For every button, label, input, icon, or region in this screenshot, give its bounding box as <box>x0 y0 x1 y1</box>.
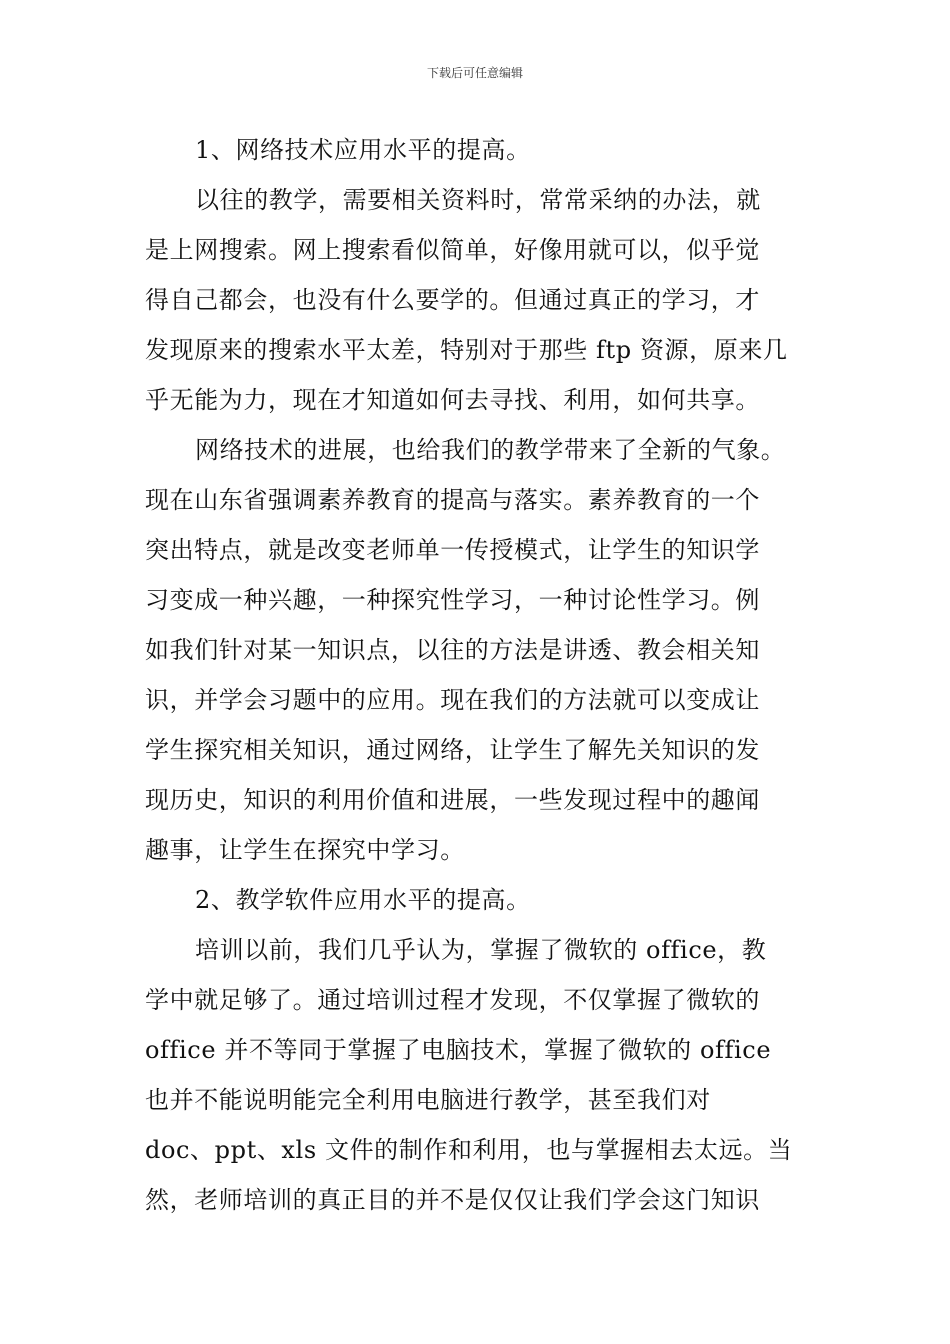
text-line: office 并不等同于掌握了电脑技术，掌握了微软的 office <box>145 1036 772 1064</box>
text-line: 发现原来的搜索水平太差，特别对于那些 ftp 资源，原来几 <box>145 336 788 364</box>
text-line: 如我们针对某一知识点，以往的方法是讲透、教会相关知 <box>145 636 760 664</box>
text-line: 也并不能说明能完全利用电脑进行教学，甚至我们对 <box>145 1086 711 1114</box>
text-line: 趣事，让学生在探究中学习。 <box>145 836 465 864</box>
paragraph-search-experience <box>145 175 809 425</box>
text-line: 突出特点，就是改变老师单一传授模式，让学生的知识学 <box>145 536 760 564</box>
text-line: 网络技术的进展，也给我们的教学带来了全新的气象。 <box>195 436 786 464</box>
text-line: 识，并学会习题中的应用。现在我们的方法就可以变成让 <box>145 686 760 714</box>
paragraph-software-training <box>145 925 809 1225</box>
text-line: 以往的教学，需要相关资料时，常常采纳的办法，就 <box>195 186 761 214</box>
text-line: doc、ppt、xls 文件的制作和利用，也与掌握相去太远。当 <box>145 1136 793 1164</box>
page-header: 下载后可任意编辑 <box>426 66 523 80</box>
text-line: 是上网搜索。网上搜索看似简单，好像用就可以，似乎觉 <box>145 236 760 264</box>
document-body <box>145 125 809 1225</box>
text-line: 现历史，知识的利用价值和进展，一些发现过程中的趣闻 <box>145 786 760 814</box>
text-line: 现在山东省强调素养教育的提高与落实。素养教育的一个 <box>145 486 760 514</box>
section-heading-2 <box>145 875 809 925</box>
text-line: 1、网络技术应用水平的提高。 <box>195 136 531 164</box>
text-line: 学生探究相关知识，通过网络，让学生了解先关知识的发 <box>145 736 760 764</box>
text-line: 2、教学软件应用水平的提高。 <box>195 886 531 914</box>
paragraph-network-progress <box>145 425 809 875</box>
text-line: 培训以前，我们几乎认为，掌握了微软的 office，教 <box>195 936 767 964</box>
text-line: 乎无能为力，现在才知道如何去寻找、利用，如何共享。 <box>145 386 760 414</box>
text-line: 得自己都会，也没有什么要学的。但通过真正的学习，才 <box>145 286 760 314</box>
section-heading-1 <box>145 125 809 175</box>
text-line: 然，老师培训的真正目的并不是仅仅让我们学会这门知识 <box>145 1186 760 1214</box>
text-line: 学中就足够了。通过培训过程才发现，不仅掌握了微软的 <box>145 986 760 1014</box>
text-line: 习变成一种兴趣，一种探究性学习，一种讨论性学习。例 <box>145 586 760 614</box>
